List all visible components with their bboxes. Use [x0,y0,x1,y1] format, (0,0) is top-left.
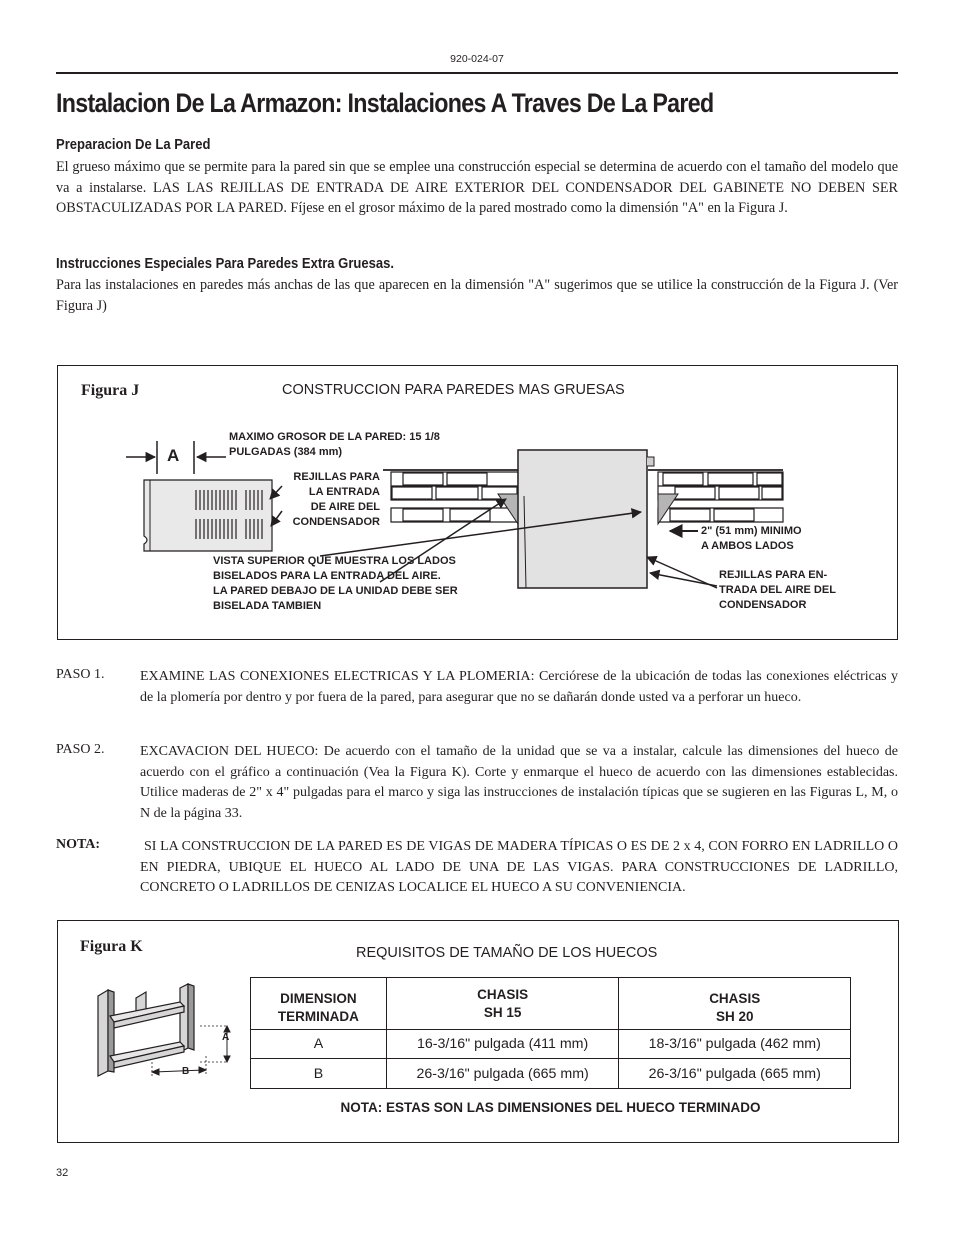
step-2-label: PASO 2. [56,742,105,757]
header-line: SH 15 [483,1005,522,1020]
dimension-a-label: A [167,446,180,465]
callout-line: PULGADAS (384 mm) [229,446,343,458]
note-label: NOTA: [56,837,101,852]
unit-top-view [518,450,647,588]
callout-line: REJILLAS PARA EN- [719,569,828,581]
header-dimension [251,978,387,1030]
note-text: SI LA CONSTRUCCION DE LA PARED ES DE VIGAS DE MADERA TÍPICAS O ES DE 2 x 4, CON FORRO EN LADRILLO O EN PIEDRA, UBIQUE EL HUECO AL LADO DE UNA DE LAS VIGAS. PARA CONSTRUCCIONES DE LADRILLO, CONCRETO O LADRILLOS DE CENIZAS LOCALICE EL HUECO A SU CONVENIENCIA. [140,839,898,895]
callout-line: CONDENSADOR [719,599,807,611]
callout-line: CONDENSADOR [292,516,380,528]
table-cell: 26-3/16" pulgada (665 mm) [386,1059,619,1089]
header-line: TERMINADA [277,1009,359,1024]
header-line: SH 20 [715,1009,754,1024]
frame-dim-a: A [222,1032,230,1043]
header-sh20 [619,978,851,1030]
table-row [251,1059,851,1089]
table-cell: 16-3/16" pulgada (411 mm) [386,1030,619,1059]
step-2-text: EXCAVACION DEL HUECO: De acuerdo con el tamaño de la unidad que se va a instalar, calcule las dimensiones del hueco de acuerdo con el gráfico a continuación (Vea la Figura K). Corte y enmarque el hueco de acuerdo con las dimensiones establecidas. Utilice maderas de 2" x 4" pulgadas para el marco y siga las instrucciones de instalación típicas que se sugieren en las Figuras L, M, o N de la página 33. [140,744,898,821]
callout-top-view [213,554,458,614]
callout-right-grilles [719,568,836,613]
page-number: 32 [56,1167,69,1179]
section-body-wall-prep: El grueso máximo que se permite para la pared sin que se emplee una construcción especial se determina de acuerdo con el tamaño del modelo que va a instalarse. LAS LAS REJILLAS DE ENTRADA DE AIRE EXTERIOR DEL CONDENSADOR DEL GABINETE NO DEBEN SER OBSTACULIZADAS POR LA PARED. Fíjese en el grosor máximo de la pared mostrado como la dimensión "A" en la Figura J. [56,159,898,216]
section-heading-wall-prep: Preparacion De La Pared [56,137,211,153]
section-body-thick-walls: Para las instalaciones en paredes más anchas de las que aparecen en la dimensión "A" sugerimos que se utilice la construcción de la Figura J. (Ver Figura J) [56,277,898,314]
table-header-row [251,978,851,1030]
callout-minimum-sides [701,524,802,554]
callout-line: 2" (51 mm) MINIMO [701,525,802,537]
frame-dim-b: B [182,1066,190,1077]
figure-k-footnote: NOTA: ESTAS SON LAS DIMENSIONES DEL HUECO TERMINADO [340,1100,761,1115]
callout-line: MAXIMO GROSOR DE LA PARED: 15 1/8 [229,431,440,443]
callout-line: LA PARED DEBAJO DE LA UNIDAD DEBE SER [213,585,458,597]
figure-j-label: Figura J [81,382,140,399]
header-line: CHASIS [709,991,761,1006]
section-heading-thick-walls: Instrucciones Especiales Para Paredes Extra Gruesas. [56,256,395,272]
step-1-text: EXAMINE LAS CONEXIONES ELECTRICAS Y LA PLOMERIA: Cerciórese de la ubicación de todas las conexiones eléctricas y de la plomería por dentro y por fuera de la pared, para asegurar que no se dañarán donde usted va a perforar un hueco. [140,669,898,705]
callout-intake-grilles [280,470,380,530]
table-cell: 18-3/16" pulgada (462 mm) [619,1030,851,1059]
figure-k-label: Figura K [80,938,143,955]
callout-line: LA ENTRADA [308,486,380,498]
opening-size-table [250,977,851,1089]
opening-frame-drawing [88,976,238,1086]
callout-line: VISTA SUPERIOR QUE MUESTRA LOS LADOS [213,555,456,567]
callout-line: REJILLAS PARA [293,471,380,483]
figure-k [57,920,899,1143]
step-1-label: PASO 1. [56,667,105,682]
header-line: DIMENSION [280,991,357,1006]
table-cell: 26-3/16" pulgada (665 mm) [619,1059,851,1089]
header-rule [56,72,898,74]
figure-j-title: CONSTRUCCION PARA PAREDES MAS GRUESAS [282,382,625,398]
table-cell: A [251,1030,387,1059]
callout-line: BISELADA TAMBIEN [213,600,322,612]
callout-line: A AMBOS LADOS [701,540,794,552]
page-title: Instalacion De La Armazon: Instalaciones A Traves De La Pared [56,88,714,118]
header-line: CHASIS [477,987,529,1002]
figure-k-title: REQUISITOS DE TAMAÑO DE LOS HUECOS [356,945,658,961]
document-number: 920-024-07 [450,53,504,65]
callout-line: DE AIRE DEL [310,501,380,513]
callout-max-thickness [229,430,440,460]
figure-j [57,365,898,640]
unit-side-view [144,480,272,551]
callout-line: BISELADOS PARA LA ENTRADA DEL AIRE. [213,570,441,582]
callout-line: TRADA DEL AIRE DEL [719,584,836,596]
table-cell: B [251,1059,387,1089]
table-row [251,1030,851,1059]
header-sh15 [386,978,619,1030]
